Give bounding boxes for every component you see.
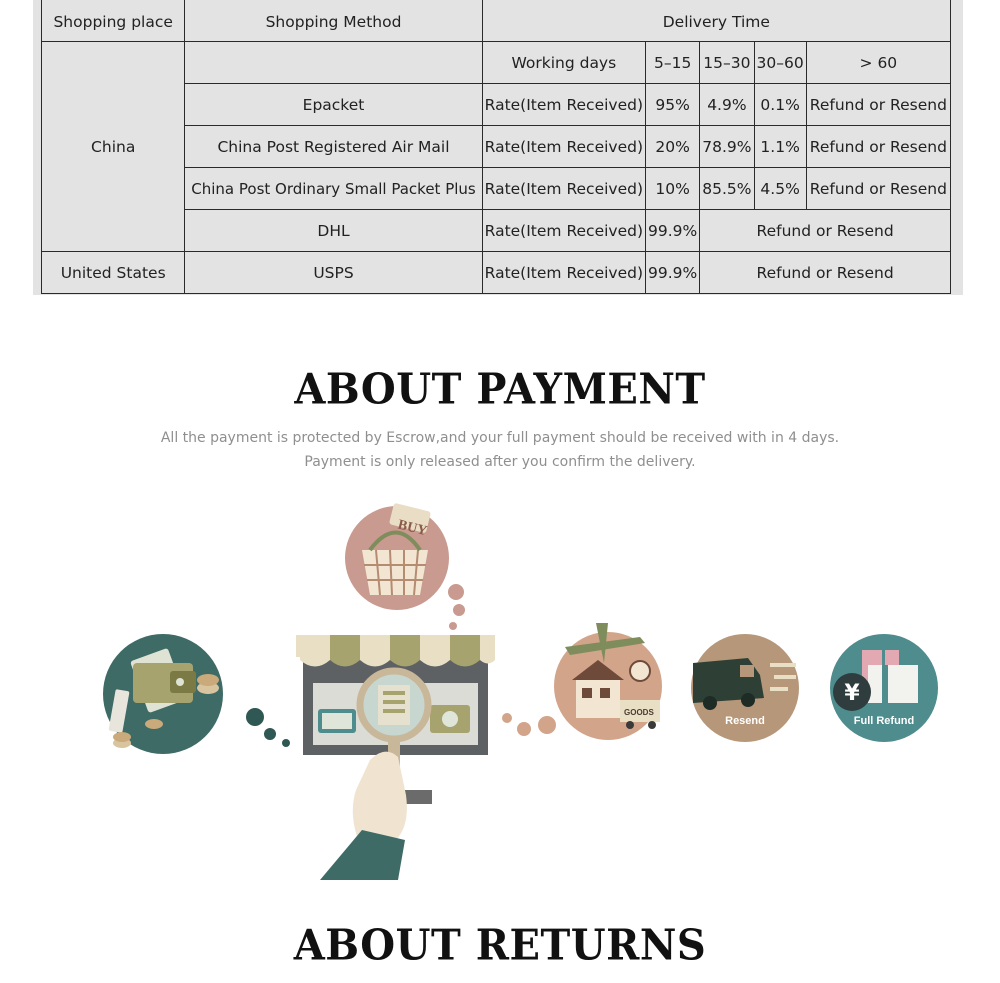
method-cell: Epacket — [185, 84, 482, 126]
full-refund-label: Full Refund — [853, 715, 915, 727]
region-china: China — [42, 42, 185, 252]
rate-cell: 1.1% — [754, 126, 806, 168]
refund-cell: Refund or Resend — [806, 168, 950, 210]
dot — [264, 728, 276, 740]
yen-icon: ¥ — [844, 681, 860, 706]
dot — [453, 604, 465, 616]
dot — [502, 713, 512, 723]
rate-cell: 95% — [646, 84, 700, 126]
table-header-row — [42, 0, 951, 42]
table-row — [42, 252, 951, 294]
hand-icon — [320, 752, 432, 880]
method-cell: China Post Registered Air Mail — [185, 126, 482, 168]
dot — [282, 739, 290, 747]
buy-basket-icon — [345, 503, 449, 610]
header-shopping-method: Shopping Method — [185, 0, 482, 42]
rate-label: Rate(Item Received) — [482, 252, 645, 294]
range-15-30: 15–30 — [700, 42, 754, 84]
rate-label: Rate(Item Received) — [482, 126, 645, 168]
rate-cell: 10% — [646, 168, 700, 210]
rate-label: Rate(Item Received) — [482, 168, 645, 210]
region-united-states: United States — [42, 252, 185, 294]
rate-cell: 99.9% — [646, 210, 700, 252]
shipping-table-panel — [33, 0, 963, 295]
returns-title: ABOUT RETURNS — [293, 920, 707, 971]
rate-cell: 4.9% — [700, 84, 754, 126]
empty-cell — [185, 42, 482, 84]
dot — [538, 716, 556, 734]
payment-flow-illustration — [0, 495, 1000, 895]
goods-tag: GOODS — [624, 708, 654, 717]
range-over-60: > 60 — [806, 42, 950, 84]
payment-title: ABOUT PAYMENT — [294, 364, 706, 415]
resend-icon — [691, 634, 799, 742]
refund-cell: Refund or Resend — [700, 210, 951, 252]
resend-label: Resend — [725, 715, 765, 727]
dot — [246, 708, 264, 726]
method-cell: China Post Ordinary Small Packet Plus — [185, 168, 482, 210]
range-5-15: 5–15 — [646, 42, 700, 84]
payment-text-line-2: Payment is only released after you confirm the delivery. — [304, 454, 696, 470]
rate-label: Rate(Item Received) — [482, 84, 645, 126]
method-cell: USPS — [185, 252, 482, 294]
rate-cell: 4.5% — [754, 168, 806, 210]
dot — [517, 722, 531, 736]
range-30-60: 30–60 — [754, 42, 806, 84]
refund-cell: Refund or Resend — [806, 84, 950, 126]
rate-cell: 78.9% — [700, 126, 754, 168]
rate-cell: 85.5% — [700, 168, 754, 210]
shipping-icon — [554, 623, 662, 740]
header-delivery-time: Delivery Time — [482, 0, 950, 42]
rate-cell: 20% — [646, 126, 700, 168]
header-shopping-place: Shopping place — [42, 0, 185, 42]
dot — [449, 622, 457, 630]
rate-label: Rate(Item Received) — [482, 210, 645, 252]
rate-cell: 99.9% — [646, 252, 700, 294]
refund-cell: Refund or Resend — [700, 252, 951, 294]
payment-text-line-1: All the payment is protected by Escrow,and your full payment should be received with in 4 days. — [160, 430, 840, 446]
buy-tag: BUY — [396, 517, 429, 540]
method-cell: DHL — [185, 210, 482, 252]
money-icon — [103, 634, 223, 754]
dot — [448, 584, 464, 600]
refund-cell: Refund or Resend — [806, 126, 950, 168]
shipping-table — [41, 0, 951, 294]
full-refund-icon — [830, 634, 938, 742]
table-row — [42, 42, 951, 84]
rate-cell: 0.1% — [754, 84, 806, 126]
working-days-label: Working days — [482, 42, 645, 84]
